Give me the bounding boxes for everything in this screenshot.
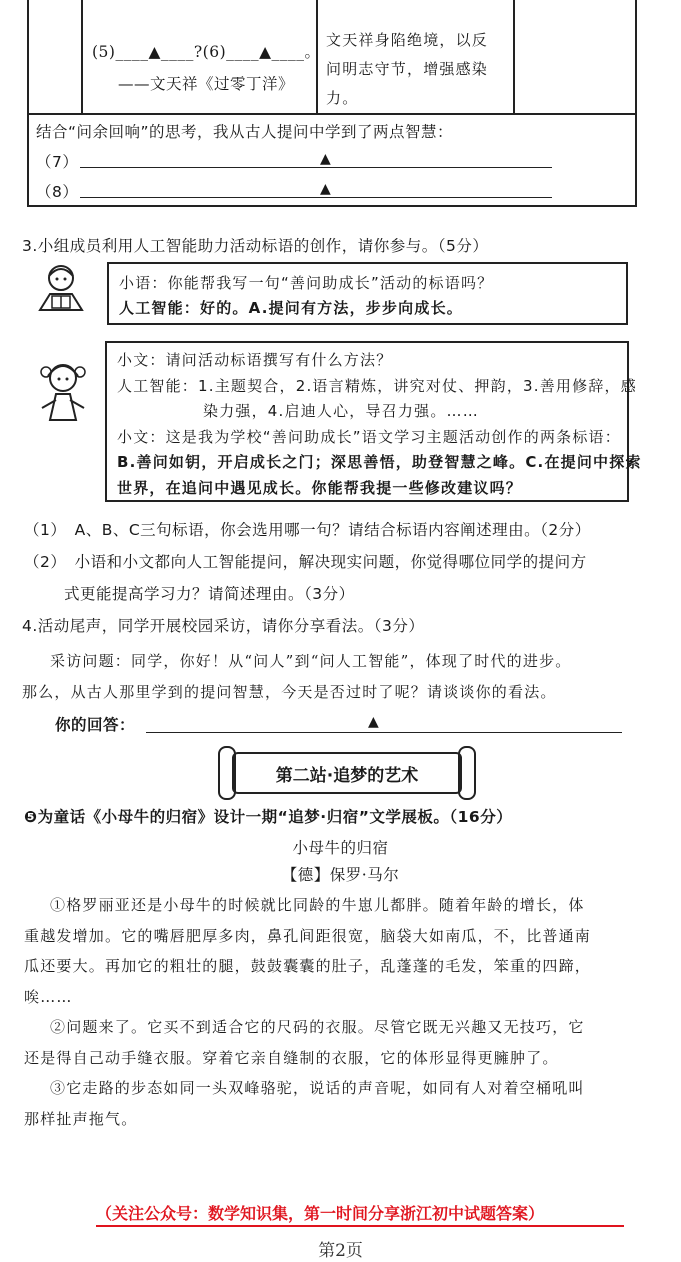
attribution: ——文天祥《过零丁洋》 [118, 75, 295, 93]
girl-avatar-icon [32, 358, 94, 424]
section-banner-text: 第二站·追梦的艺术 [275, 765, 419, 786]
q4-title: 4.活动尾声，同学开展校园采访，请你分享看法。（3分） [22, 617, 425, 635]
blank-7-marker: ▲ [320, 151, 331, 167]
story-line: ③它走路的步态如同一头双峰骆驼，说话的声音呢，如同有人对着空桶吼叫 [50, 1079, 585, 1097]
dialog-box-2 [105, 341, 642, 502]
row2-prompt: 结合“问余回响”的思考，我从古人提问中学到了两点智慧： [36, 123, 454, 141]
blank-8-marker: ▲ [320, 181, 331, 197]
answer-line [146, 732, 622, 733]
story-body [24, 890, 591, 1134]
interview-line: 采访问题：同学，你好！从“问人”到“问人工智能”，体现了时代的进步。 [50, 652, 572, 670]
blank-8-line [80, 197, 552, 198]
blank-5-6: (5)____▲____?(6)____▲____。 [92, 43, 321, 61]
cell-right-line: 文天祥身陷绝境，以反 [326, 31, 489, 49]
dialog-line: B.善问如钥，开启成长之门；深思善悟，助登智慧之峰。C.在提问中探索 [117, 453, 642, 471]
dialog-2-text [117, 348, 642, 501]
story-line: ②问题来了。它买不到适合它的尺码的衣服。尽管它既无兴趣又无技巧，它 [50, 1018, 585, 1036]
student-avatar-icon [30, 262, 92, 316]
answer-label: 你的回答： [55, 716, 136, 734]
story-line: 瓜还要大。再加它的粗壮的腿，鼓鼓囊囊的肚子，乱蓬蓬的毛发，笨重的四蹄， [24, 957, 592, 975]
blank-7-line [80, 167, 552, 168]
dialog-1-text [119, 271, 493, 321]
cell-right-text [326, 26, 488, 113]
story-author: 【德】保罗·马尔 [281, 866, 400, 884]
footer-note: （关注公众号：数学知识集，第一时间分享浙江初中试题答案） [96, 1201, 624, 1227]
dialog-line: 小文：这是我为学校“善问助成长”语文学习主题活动创作的两条标语： [117, 427, 621, 446]
cell-right-line: 力。 [326, 89, 359, 107]
section-banner [232, 752, 462, 794]
interview-line: 那么，从古人那里学到的提问智慧，今天是否过时了呢？请谈谈你的看法。 [22, 683, 557, 701]
cell-right-line: 问明志守节，增强感染 [326, 60, 489, 78]
story-line: 那样扯声拖气。 [24, 1109, 138, 1128]
dialog-line: 染力强，4.启迪人心，导召力强。…… [203, 402, 479, 420]
dialog-line: 人工智能：1.主题契合，2.语言精炼，讲究对仗、押韵，3.善用修辞，感 [117, 376, 637, 395]
dialog-line: 小文：请问活动标语撰写有什么方法？ [117, 351, 393, 369]
q3-title: 3.小组成员利用人工智能助力活动标语的创作，请你参与。（5分） [22, 237, 489, 255]
blank-7-label: （7） [36, 153, 79, 171]
blank-8-label: （8） [36, 183, 79, 201]
q3-sub1: （1） A、B、C三句标语，你会选用哪一句？请结合标语内容阐述理由。（2分） [24, 521, 591, 539]
story-title: 小母牛的归宿 [292, 839, 389, 857]
dialog-line: 人工智能：好的。A.提问有方法，步步向成长。 [119, 299, 463, 317]
dialog-line: 世界，在追问中遇见成长。你能帮我提一些修改建议吗？ [117, 478, 523, 497]
q3-sub2-line2: 式更能提高学习力？请简述理由。（3分） [64, 585, 355, 603]
table-divider [81, 0, 83, 115]
story-line: 重越发增加。它的嘴唇肥厚多肉，鼻孔间距很宽，脑袋大如南瓜，不，比普通南 [24, 926, 592, 945]
dialog-box-1 [107, 262, 628, 325]
dialog-line: 小语：你能帮我写一句“善问助成长”活动的标语吗？ [119, 274, 494, 292]
story-line: ①格罗丽亚还是小母牛的时候就比同龄的牛崽儿都胖。随着年龄的增长，体 [50, 896, 585, 914]
section2-question: ❺为童话《小母牛的归宿》设计一期“追梦·归宿”文学展板。（16分） [24, 808, 513, 826]
page-number: 第2页 [318, 1241, 363, 1261]
story-line: 唉…… [24, 987, 73, 1006]
table-divider [513, 0, 515, 115]
q3-sub2-line1: （2） 小语和小文都向人工智能提问，解决现实问题，你觉得哪位同学的提问方 [24, 553, 587, 571]
story-line: 还是得自己动手缝衣服。穿着它亲自缝制的衣服，它的体形显得更臃肿了。 [24, 1048, 559, 1067]
answer-marker: ▲ [368, 714, 379, 730]
